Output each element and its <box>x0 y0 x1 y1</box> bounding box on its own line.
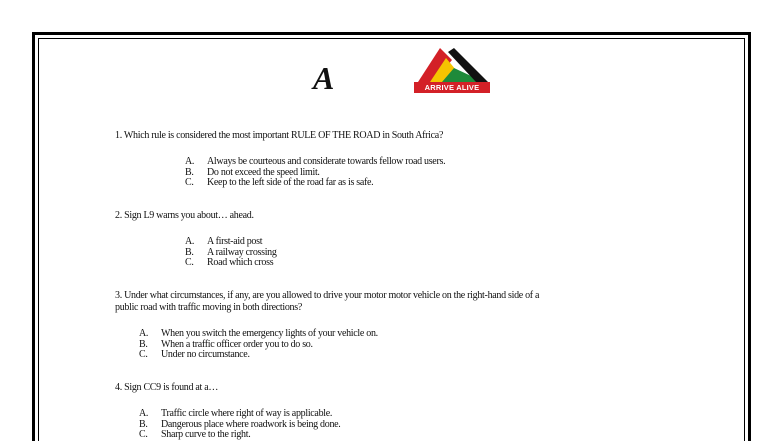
list-item: A. When you switch the emergency lights of your vehicle on. <box>139 328 378 339</box>
list-item: B. Do not exceed the speed limit. <box>185 166 320 178</box>
question-3-options <box>139 329 378 361</box>
list-item: C. Sharp curve to the right. <box>139 429 251 440</box>
list-item: C. Keep to the left side of the road far as is safe. <box>185 177 374 188</box>
list-item: B. When a traffic officer order you to do so. <box>139 338 313 350</box>
question-3-line-2: public road with traffic moving in both directions? <box>115 302 302 313</box>
list-item: A. A first-aid post <box>185 236 263 247</box>
question-1-options <box>185 157 445 189</box>
list-item: B. A railway crossing <box>185 246 277 258</box>
list-item: A. Traffic circle where right of way is applicable. <box>139 408 333 419</box>
question-4: 4. Sign CC9 is found at a… <box>115 382 219 393</box>
arrive-alive-logo-icon <box>414 46 490 84</box>
list-item: C. Road which cross <box>185 257 274 268</box>
list-item: C. Under no circumstance. <box>139 349 250 360</box>
logo-text: ARRIVE ALIVE <box>414 82 490 93</box>
list-item: B. Dangerous place where roadwork is being done. <box>139 418 341 430</box>
page-border-inner <box>38 38 745 441</box>
paper-letter: A <box>313 60 335 96</box>
arrive-alive-logo <box>414 46 490 94</box>
question-2: 2. Sign L9 warns you about… ahead. <box>115 210 254 221</box>
question-2-options <box>185 237 277 269</box>
list-item: A. Always be courteous and considerate towards fellow road users. <box>185 156 446 167</box>
question-4-options <box>139 409 341 441</box>
question-3-line-1: 3. Under what circumstances, if any, are you allowed to drive your motor motor vehicle on the right-hand side of a <box>115 290 540 301</box>
question-1: 1. Which rule is considered the most important RULE OF THE ROAD in South Africa? <box>115 130 444 141</box>
